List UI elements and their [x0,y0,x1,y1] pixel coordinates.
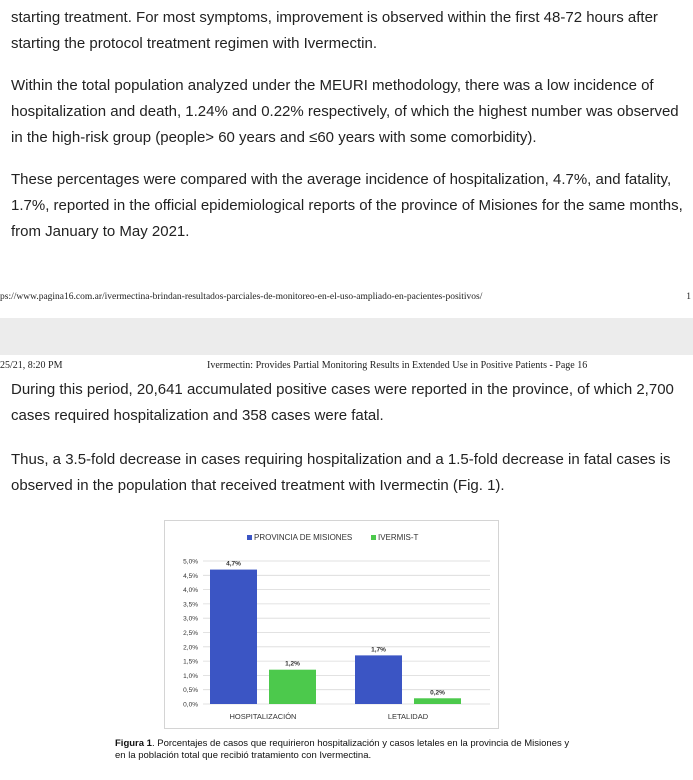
header-date: 25/21, 8:20 PM [0,360,63,371]
y-tick-label: 2,5% [183,630,198,637]
x-category-label: HOSPITALIZACIÓN [229,712,297,721]
bar-data-label: 1,7% [371,646,386,654]
y-tick-label: 0,5% [183,687,198,695]
caption-label: Figura 1 [115,738,152,749]
y-tick-label: 0,0% [183,701,198,709]
figure-1-chart [164,520,499,729]
bar [210,570,257,704]
y-tick-label: 5,0% [183,558,198,566]
paragraph-accumulated-cases: During this period, 20,641 accumulated positive cases were reported in the province, of which 2,700 cases required hospitalization and 358 cases were fatal. [11,381,674,424]
bar-data-label: 4,7% [226,560,241,568]
y-tick-label: 4,5% [183,572,198,580]
paragraph-meuri-population: Within the total population analyzed under the MEURI methodology, there was a low incidence of hospitalization and death, 1.24% and 0.22% respectively, of which the highest number was observed in the high-risk group (people> 60 years and ≤60 years with some comorbidity). [11,77,679,146]
header-title: Ivermectin: Provides Partial Monitoring Results in Extended Use in Positive Patients - Page 16 [207,360,588,371]
footer-page-mark: 1 [686,292,691,302]
y-tick-label: 2,0% [183,644,198,652]
x-category-label: LETALIDAD [387,712,429,721]
bar [414,698,461,704]
y-tick-label: 1,0% [183,672,198,680]
paragraph-treatment-improvement: starting treatment. For most symptoms, improvement is observed within the first 48-72 hours after starting the protocol treatment regimen with Ivermectin. [11,9,658,52]
caption-text: . Porcentajes de casos que requirieron hospitalización y casos letales en la provincia de Misiones y en la población total que recibió tratamiento con Ivermectina. [115,738,570,761]
legend-swatch [247,535,252,540]
bar-data-label: 1,2% [285,660,300,668]
legend-swatch [371,535,376,540]
page-break-gap [0,318,693,355]
y-tick-label: 1,5% [183,658,198,666]
legend-label: IVERMIS-T [378,533,419,542]
y-tick-label: 4,0% [183,587,198,595]
y-tick-label: 3,0% [183,615,198,623]
bar-data-label: 0,2% [430,689,445,697]
bar [355,655,402,704]
bar [269,670,316,704]
figure-caption [115,738,575,762]
paragraph-comparison-incidence: These percentages were compared with the average incidence of hospitalization, 4.7%, and fatality, 1.7%, reported in the official epidemiological reports of the province of Misiones for the same months, from January to May 2021. [11,171,683,240]
y-tick-label: 3,5% [183,601,198,609]
legend-label: PROVINCIA DE MISIONES [254,533,353,542]
paragraph-fold-decrease: Thus, a 3.5-fold decrease in cases requiring hospitalization and a 1.5-fold decrease in fatal cases is observed in the population that received treatment with Ivermectin (Fig. 1). [11,451,671,494]
footer-url: ps://www.pagina16.com.ar/ivermectina-brindan-resultados-parciales-de-monitoreo-en-el-uso-ampliado-en-pacientes-positivos/ [0,292,483,302]
bar-chart-svg [165,521,498,728]
